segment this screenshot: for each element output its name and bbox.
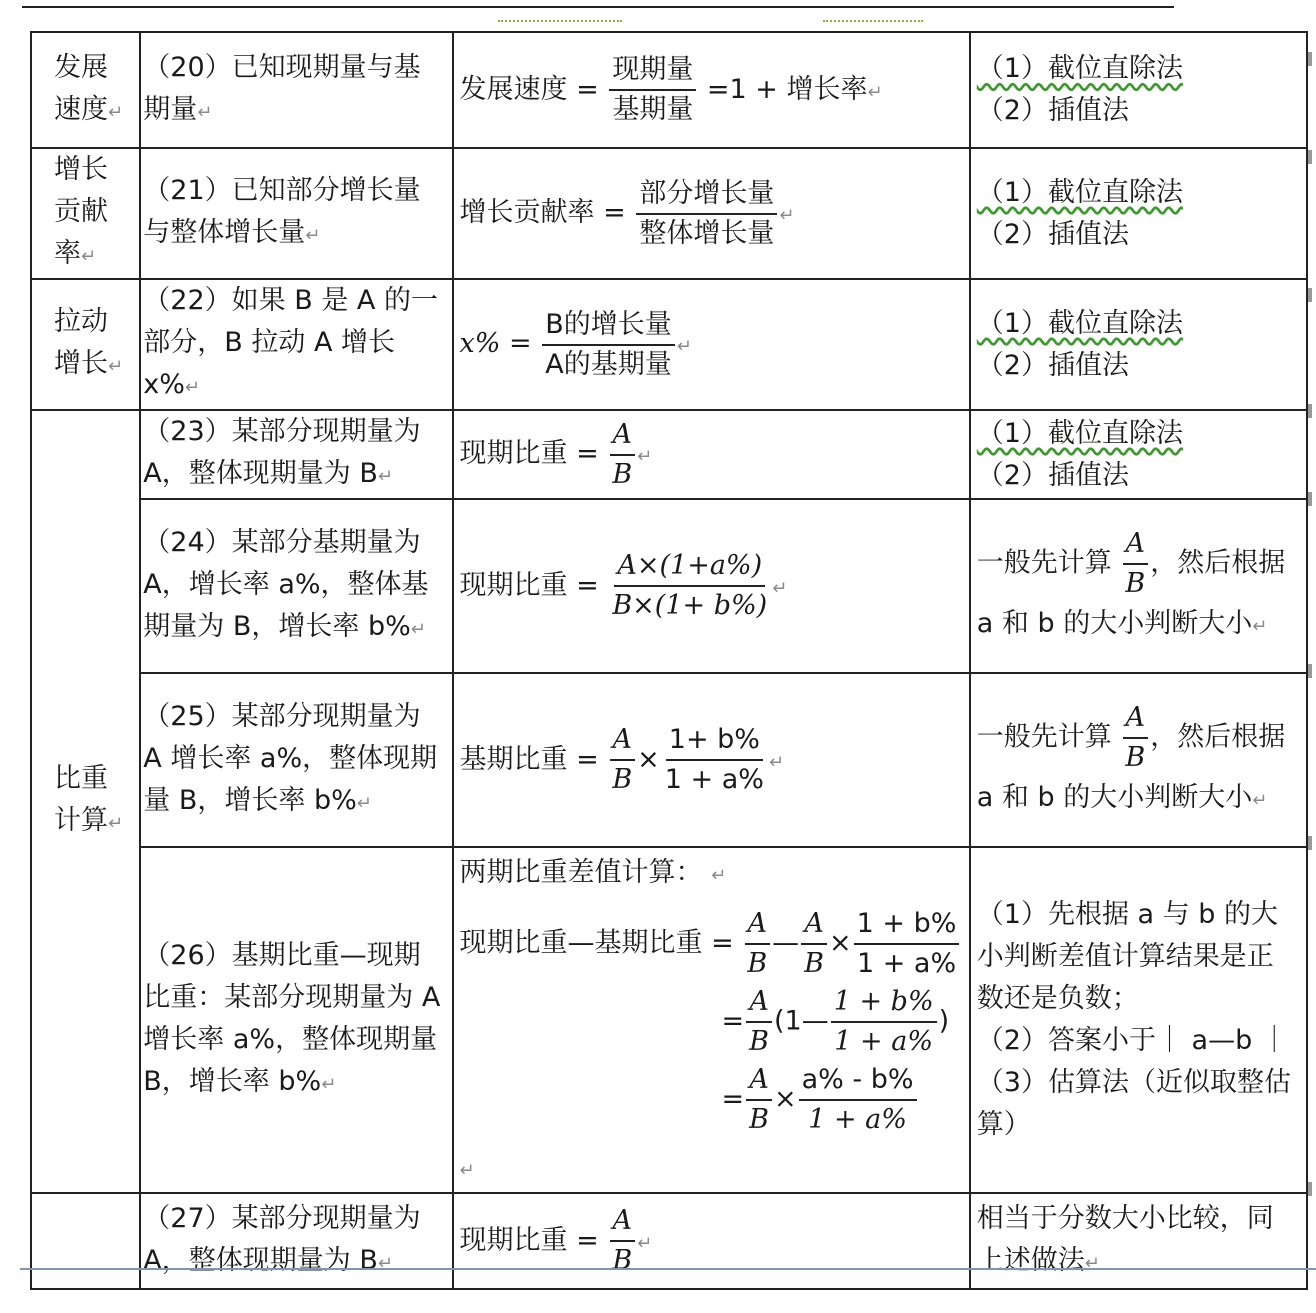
fraction-denominator: B×(1+ b%)	[612, 590, 768, 621]
fraction-numerator: A	[746, 1061, 772, 1101]
fraction-denominator: B	[804, 948, 825, 979]
method-cell	[970, 148, 1307, 279]
fraction-denominator: B	[749, 1026, 769, 1057]
return-mark: ↵	[1084, 1252, 1100, 1274]
formula-line	[460, 905, 963, 983]
method-line: （1）截位直除法	[976, 176, 1183, 208]
method-line: （2）插值法	[976, 95, 1129, 126]
return-mark: ↵	[772, 577, 788, 599]
dotted-mark-right	[823, 20, 923, 22]
fraction-denominator: 1 + a%	[856, 948, 957, 979]
fraction-denominator: B	[1125, 567, 1146, 599]
fraction-numerator: 1+ b%	[666, 721, 763, 761]
return-mark: ↵	[108, 101, 124, 123]
method-line: （1）截位直除法	[976, 53, 1183, 84]
page-bottom-rule	[20, 1268, 1316, 1270]
formula-rhs: =1 + 增长率	[706, 73, 868, 105]
condition-cell	[140, 847, 452, 1193]
return-mark: ↵	[108, 813, 124, 834]
method-line: （1）截位直除法	[976, 307, 1183, 339]
method-line: （2）插值法	[976, 218, 1129, 250]
formula	[459, 308, 692, 380]
return-mark: ↵	[779, 205, 795, 226]
return-mark: ↵	[356, 792, 372, 814]
fraction	[799, 1061, 917, 1139]
return-mark: ↵	[184, 377, 201, 398]
fraction-denominator: 1 + a%	[664, 764, 764, 795]
return-mark: ↵	[377, 466, 393, 487]
formula-line	[460, 1061, 963, 1139]
table-row	[31, 499, 1307, 673]
formula-line	[460, 983, 963, 1061]
return-mark: ↵	[637, 446, 653, 467]
method-cell	[970, 673, 1307, 847]
condition-cell	[140, 1193, 452, 1289]
fraction	[542, 306, 675, 384]
condition-cell	[140, 673, 452, 847]
formula	[459, 1205, 653, 1276]
method-line: （1）先根据 a 与 b 的大小判断差值计算结果是正数还是负数；	[976, 899, 1278, 1014]
fraction	[746, 1061, 772, 1139]
fraction-numerator: 1 + b%	[854, 905, 960, 945]
formula-cell	[453, 148, 970, 279]
formula-cell	[453, 847, 970, 1193]
return-mark: ↵	[676, 336, 692, 357]
condition-cell	[140, 499, 452, 673]
method-text: 一般先计算	[976, 721, 1112, 752]
formula-lhs: 现期比重 =	[459, 438, 599, 469]
method-cell	[970, 410, 1307, 499]
method-text: 一般先计算	[976, 547, 1112, 578]
return-mark: ↵	[197, 101, 213, 123]
condition-text: （22）如果 B 是 A 的一部分，B 拉动 A 增长 x%	[143, 285, 438, 400]
return-mark: ↵	[637, 1232, 653, 1254]
method-cell	[970, 499, 1307, 673]
formula	[459, 54, 883, 125]
fraction-denominator: 基期量	[612, 94, 694, 125]
fraction-denominator: B	[1125, 741, 1146, 773]
header-rule	[22, 6, 1174, 8]
condition-text: （26）基期比重—现期比重：某部分现期量为 A 增长率 a%，整体现期量 B，增长率 b%	[143, 939, 441, 1097]
formula-title-text: 两期比重差值计算：	[459, 857, 703, 888]
fraction	[746, 983, 772, 1061]
fraction-numerator: A	[746, 983, 772, 1023]
method-line: （2）插值法	[976, 459, 1129, 491]
paren-open: (1—	[773, 1005, 829, 1037]
formula	[459, 177, 795, 249]
fraction-denominator: 1 + a%	[808, 1104, 907, 1135]
minus-sign: —	[772, 927, 800, 959]
fraction-numerator: 1 + b%	[831, 983, 937, 1023]
formula-lhs: 现期比重 =	[459, 569, 599, 601]
fraction	[662, 721, 767, 799]
condition-text: （21）已知部分增长量与整体增长量	[143, 175, 421, 248]
times-sign: ×	[637, 743, 660, 775]
formula-lhs: 现期比重 =	[459, 1224, 599, 1256]
fraction-numerator: A	[745, 905, 771, 945]
fraction	[1122, 699, 1148, 777]
table-row	[31, 32, 1307, 148]
times-sign: ×	[773, 1083, 797, 1115]
condition-cell	[140, 279, 452, 410]
equals-sign: =	[721, 1005, 745, 1037]
formula-lhs: 发展速度 =	[459, 73, 599, 105]
fraction	[801, 905, 827, 983]
fraction-numerator: A	[1123, 525, 1149, 565]
formula-title	[460, 852, 963, 897]
fraction	[636, 175, 777, 253]
formula-cell	[453, 32, 970, 148]
fraction	[831, 983, 937, 1061]
fraction-denominator: B	[612, 458, 633, 490]
formula-cell	[453, 410, 970, 499]
fraction	[854, 905, 960, 983]
table-row	[31, 847, 1307, 1193]
fraction-denominator: B	[749, 1104, 769, 1135]
category-cell	[31, 410, 140, 1193]
fraction-numerator: 部分增长量	[636, 175, 777, 215]
formula-lhs: 增长贡献率 =	[459, 197, 626, 228]
return-mark: ↵	[1252, 789, 1268, 811]
table-row	[31, 148, 1307, 279]
fraction	[744, 905, 770, 983]
margin-marks	[1308, 0, 1316, 1270]
fraction-numerator: A	[610, 721, 636, 761]
method-text: ，然后根据 a 和 b 的大小判断大小	[976, 721, 1286, 813]
table-row	[31, 1193, 1307, 1289]
return-mark: ↵	[410, 618, 426, 640]
fraction-numerator: A	[610, 416, 636, 456]
fraction	[609, 547, 770, 625]
fraction	[609, 416, 635, 494]
method-cell	[970, 1193, 1307, 1289]
fraction	[609, 721, 635, 799]
method-line: （3）估算法（近似取整估算）	[976, 1067, 1291, 1140]
fraction	[1122, 525, 1148, 603]
category-label: 增长贡献率	[54, 154, 108, 269]
return-mark: ↵	[377, 1252, 393, 1274]
category-label: 发展速度	[54, 51, 108, 125]
return-mark: ↵	[305, 225, 321, 246]
return-mark: ↵	[1252, 615, 1268, 637]
method-line: 相当于分数大小比较，同上述做法	[976, 1202, 1274, 1276]
formula-lhs: 现期比重—基期比重 =	[459, 927, 734, 959]
formula-cell	[453, 673, 970, 847]
method-cell	[970, 847, 1307, 1193]
formula-table	[30, 31, 1308, 1290]
formula-cell	[453, 1193, 970, 1289]
times-sign: ×	[829, 927, 852, 959]
fraction-denominator: A的基期量	[545, 348, 672, 380]
category-cell	[31, 1193, 140, 1289]
formula	[459, 418, 653, 490]
equals-sign: =	[721, 1083, 745, 1115]
condition-cell	[140, 32, 452, 148]
fraction-numerator: B的增长量	[542, 306, 675, 346]
fraction-numerator: 现期量	[609, 51, 696, 91]
formula	[459, 724, 785, 795]
fraction-denominator: B	[747, 948, 768, 979]
formula-cell	[453, 499, 970, 673]
category-label: 比重计算	[54, 763, 108, 836]
category-label: 拉动增长	[54, 306, 108, 379]
table-row	[31, 410, 1307, 499]
condition-text: （27）某部分现期量为 A，整体现期量为 B	[143, 1202, 421, 1276]
category-cell	[31, 279, 140, 410]
category-cell	[31, 32, 140, 148]
condition-text: （24）某部分基期量为 A，增长率 a%，整体基期量为 B，增长率 b%	[143, 526, 429, 642]
method-line: （1）截位直除法	[976, 417, 1183, 449]
fraction-numerator: A	[1123, 699, 1149, 739]
table-row	[31, 279, 1307, 410]
formula-cell	[453, 279, 970, 410]
method-text: ，然后根据 a 和 b 的大小判断大小	[976, 547, 1286, 639]
return-mark: ↵	[81, 246, 97, 267]
dotted-mark-left	[498, 20, 622, 22]
fraction-numerator: A×(1+a%)	[614, 547, 765, 587]
method-cell	[970, 32, 1307, 148]
return-mark: ↵	[867, 81, 883, 103]
return-mark: ↵	[768, 751, 785, 773]
fraction-denominator: 1 + a%	[834, 1026, 934, 1057]
method-line: （2）答案小于｜ a—b ｜	[976, 1025, 1288, 1056]
fraction-numerator: A	[610, 1202, 636, 1242]
fraction	[609, 51, 696, 129]
category-cell	[31, 148, 140, 279]
condition-cell	[140, 410, 452, 499]
condition-text: （23）某部分现期量为 A，整体现期量为 B	[143, 416, 421, 489]
return-mark: ↵	[711, 865, 727, 886]
condition-text: （25）某部分现期量为 A 增长率 a%，整体现期量 B，增长率 b%	[143, 700, 438, 816]
return-mark: ↵	[459, 1160, 475, 1181]
formula-lhs: 基期比重 =	[459, 743, 599, 775]
method-cell	[970, 279, 1307, 410]
condition-cell	[140, 148, 452, 279]
fraction-denominator: B	[612, 1245, 633, 1276]
table-row	[31, 673, 1307, 847]
formula-lhs: x% =	[459, 328, 532, 359]
formula-end-mark	[460, 1147, 963, 1192]
fraction-denominator: B	[612, 764, 633, 795]
fraction-numerator: a% - b%	[799, 1061, 917, 1101]
return-mark: ↵	[321, 1073, 337, 1095]
fraction-denominator: 整体增长量	[639, 217, 775, 249]
paren-close: )	[938, 1005, 950, 1037]
method-line: （2）插值法	[976, 349, 1129, 381]
condition-text: （20）已知现期量与基期量	[143, 51, 421, 125]
fraction-numerator: A	[801, 905, 827, 945]
return-mark: ↵	[108, 356, 124, 377]
